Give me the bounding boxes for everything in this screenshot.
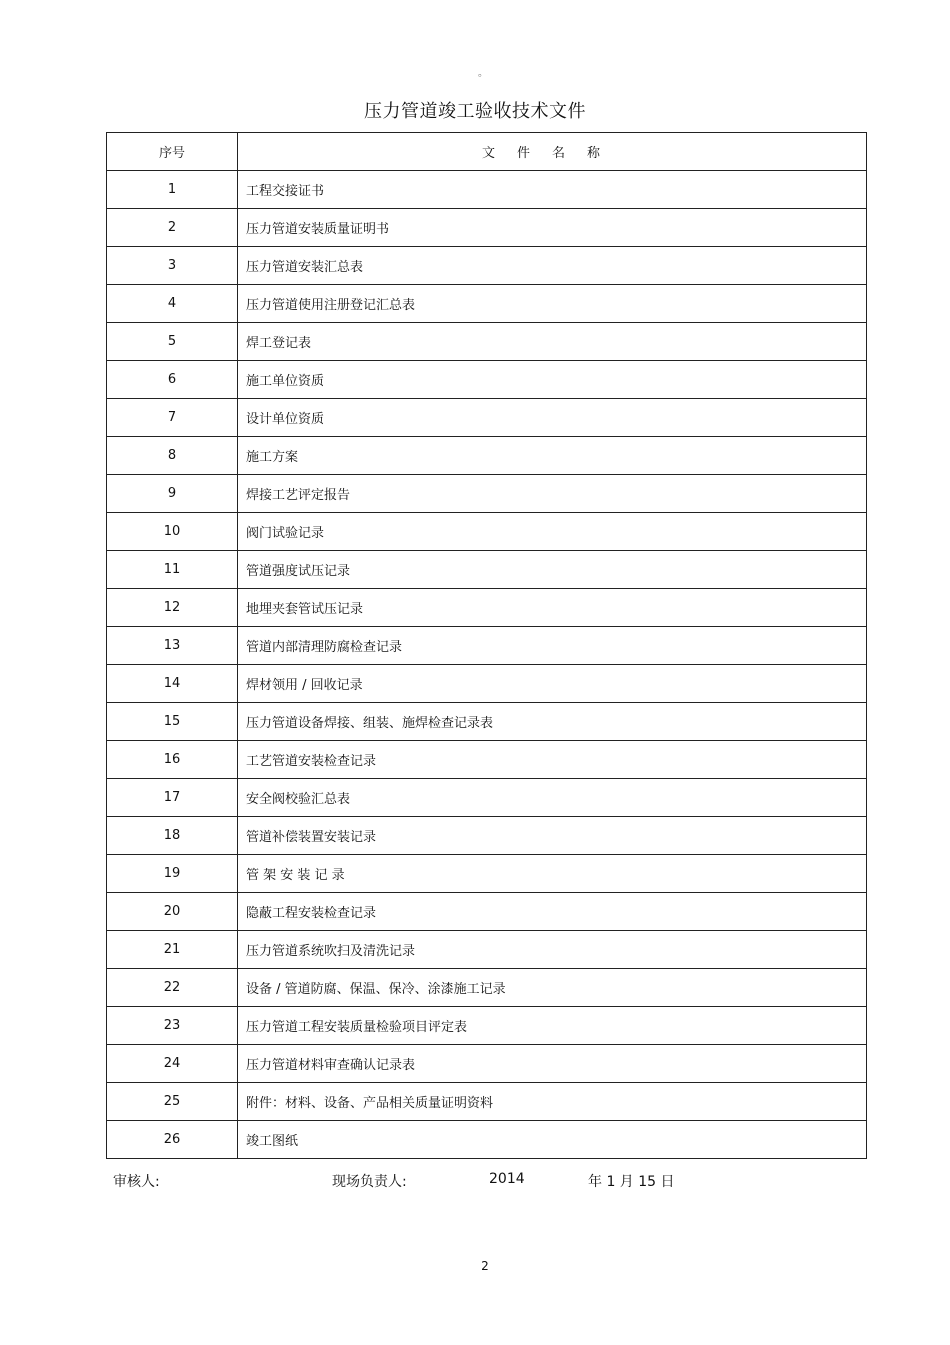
row-document-name: 设计单位资质 bbox=[238, 399, 867, 437]
table-row bbox=[107, 703, 867, 741]
row-document-name: 焊材领用 / 回收记录 bbox=[238, 665, 867, 703]
row-number: 3 bbox=[107, 247, 238, 285]
document-title: 压力管道竣工验收技术文件 bbox=[364, 101, 586, 122]
row-number: 14 bbox=[107, 665, 238, 703]
row-document-name: 压力管道工程安装质量检验项目评定表 bbox=[238, 1007, 867, 1045]
row-number: 17 bbox=[107, 779, 238, 817]
document-list-table bbox=[106, 132, 867, 1159]
row-number: 15 bbox=[107, 703, 238, 741]
row-number: 4 bbox=[107, 285, 238, 323]
row-number: 21 bbox=[107, 931, 238, 969]
table-row bbox=[107, 361, 867, 399]
table-row bbox=[107, 551, 867, 589]
header-mark: 。 bbox=[478, 68, 488, 79]
row-document-name: 管道强度试压记录 bbox=[238, 551, 867, 589]
table-row bbox=[107, 475, 867, 513]
row-document-name: 管道内部清理防腐检查记录 bbox=[238, 627, 867, 665]
row-number: 6 bbox=[107, 361, 238, 399]
row-document-name: 工艺管道安装检查记录 bbox=[238, 741, 867, 779]
table-row bbox=[107, 247, 867, 285]
row-number: 26 bbox=[107, 1121, 238, 1159]
table-row bbox=[107, 589, 867, 627]
site-manager-label: 现场负责人: bbox=[332, 1174, 407, 1190]
table-header-row bbox=[107, 133, 867, 171]
table-row bbox=[107, 665, 867, 703]
table-row bbox=[107, 627, 867, 665]
row-document-name: 压力管道使用注册登记汇总表 bbox=[238, 285, 867, 323]
row-document-name: 焊工登记表 bbox=[238, 323, 867, 361]
row-number: 19 bbox=[107, 855, 238, 893]
table-row bbox=[107, 855, 867, 893]
row-document-name: 压力管道安装汇总表 bbox=[238, 247, 867, 285]
table-row bbox=[107, 209, 867, 247]
row-number: 16 bbox=[107, 741, 238, 779]
row-document-name: 工程交接证书 bbox=[238, 171, 867, 209]
table-row bbox=[107, 969, 867, 1007]
table-row bbox=[107, 893, 867, 931]
table-row bbox=[107, 1121, 867, 1159]
row-document-name: 安全阀校验汇总表 bbox=[238, 779, 867, 817]
row-document-name: 竣工图纸 bbox=[238, 1121, 867, 1159]
row-number: 9 bbox=[107, 475, 238, 513]
row-number: 23 bbox=[107, 1007, 238, 1045]
table-row bbox=[107, 817, 867, 855]
row-number: 11 bbox=[107, 551, 238, 589]
row-document-name: 焊接工艺评定报告 bbox=[238, 475, 867, 513]
row-document-name: 附件：材料、设备、产品相关质量证明资料 bbox=[238, 1083, 867, 1121]
row-number: 18 bbox=[107, 817, 238, 855]
table-row bbox=[107, 1083, 867, 1121]
row-number: 20 bbox=[107, 893, 238, 931]
date-year: 2014 bbox=[489, 1171, 525, 1187]
row-document-name: 压力管道设备焊接、组装、施焊检查记录表 bbox=[238, 703, 867, 741]
date-month-day: 年 1 月 15 日 bbox=[588, 1174, 675, 1190]
row-number: 7 bbox=[107, 399, 238, 437]
table-row bbox=[107, 323, 867, 361]
table-row bbox=[107, 741, 867, 779]
row-document-name: 压力管道安装质量证明书 bbox=[238, 209, 867, 247]
row-number: 22 bbox=[107, 969, 238, 1007]
row-document-name: 压力管道材料审查确认记录表 bbox=[238, 1045, 867, 1083]
row-number: 13 bbox=[107, 627, 238, 665]
row-number: 2 bbox=[107, 209, 238, 247]
row-document-name: 施工单位资质 bbox=[238, 361, 867, 399]
row-document-name: 管 架 安 装 记 录 bbox=[238, 855, 867, 893]
table-row bbox=[107, 1007, 867, 1045]
table-row bbox=[107, 171, 867, 209]
table-row bbox=[107, 513, 867, 551]
table-row bbox=[107, 437, 867, 475]
row-number: 1 bbox=[107, 171, 238, 209]
row-number: 25 bbox=[107, 1083, 238, 1121]
row-number: 10 bbox=[107, 513, 238, 551]
row-number: 12 bbox=[107, 589, 238, 627]
reviewer-label: 审核人: bbox=[113, 1174, 160, 1190]
table-row bbox=[107, 1045, 867, 1083]
row-number: 5 bbox=[107, 323, 238, 361]
row-document-name: 设备 / 管道防腐、保温、保冷、涂漆施工记录 bbox=[238, 969, 867, 1007]
row-document-name: 压力管道系统吹扫及清洗记录 bbox=[238, 931, 867, 969]
row-document-name: 管道补偿装置安装记录 bbox=[238, 817, 867, 855]
row-document-name: 地埋夹套管试压记录 bbox=[238, 589, 867, 627]
row-document-name: 隐蔽工程安装检查记录 bbox=[238, 893, 867, 931]
row-document-name: 阀门试验记录 bbox=[238, 513, 867, 551]
table-row bbox=[107, 931, 867, 969]
table-row bbox=[107, 285, 867, 323]
table-row bbox=[107, 399, 867, 437]
row-number: 24 bbox=[107, 1045, 238, 1083]
row-number: 8 bbox=[107, 437, 238, 475]
row-document-name: 施工方案 bbox=[238, 437, 867, 475]
table-row bbox=[107, 779, 867, 817]
column-header-number: 序号 bbox=[107, 133, 238, 171]
column-header-name: 文件名称 bbox=[238, 133, 867, 171]
page-number: 2 bbox=[481, 1259, 489, 1273]
